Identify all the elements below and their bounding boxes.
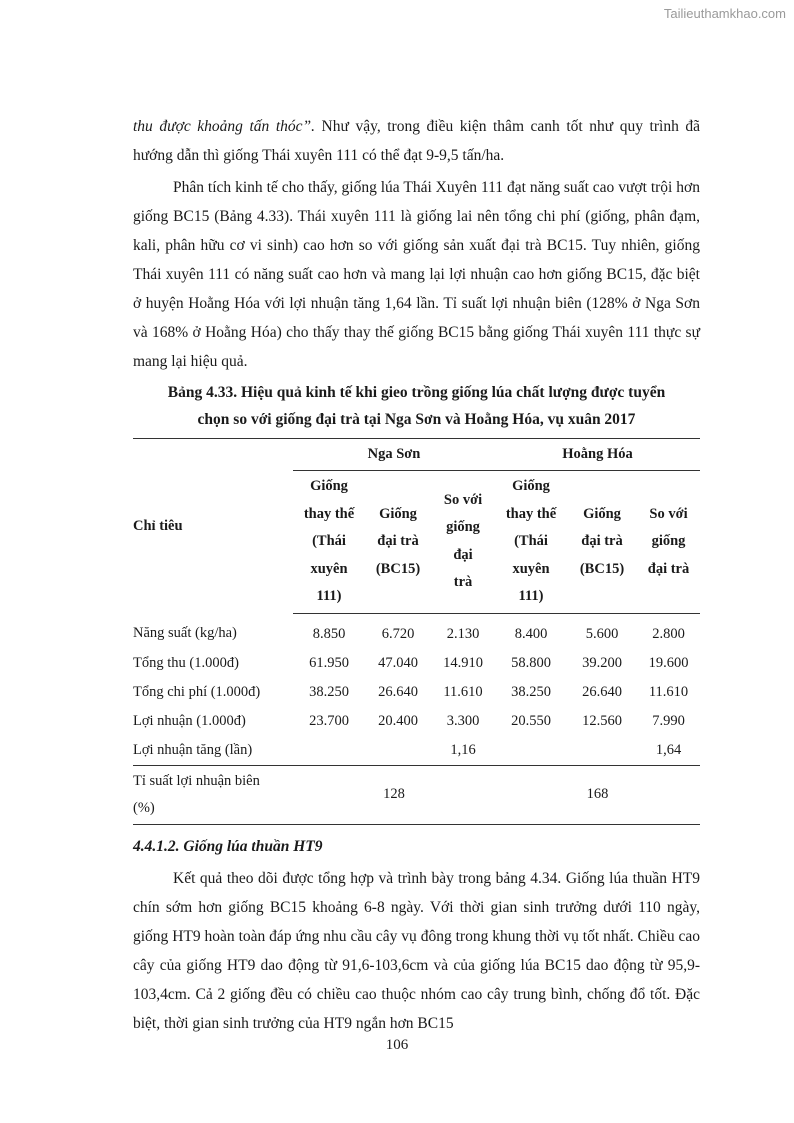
table-cell: 38.250 bbox=[511, 683, 551, 700]
table-row bbox=[133, 649, 700, 678]
table-cell: 11.610 bbox=[443, 683, 483, 700]
paragraph-2: Phân tích kinh tế cho thấy, giống lúa Thái Xuyên 111 đạt năng suất cao vượt trội hơn giống BC15 (Bảng 4.33). Thái xuyên 111 là giống lai nên tổng chi phí (giống, phân đạm, kali, phân hữu cơ vi sinh) cao hơn so với giống sản xuất đại trà BC15. Tuy nhiên, giống Thái xuyên 111 có năng suất cao hơn và mang lại lợi nhuận cao hơn giống BC15, đặc biệt ở huyện Hoằng Hóa với lợi nhuận tăng 1,64 lần. Tỉ suất lợi nhuận biên (128% ở Nga Sơn và 168% ở Hoằng Hóa) cho thấy thay thế giống BC15 bằng giống Thái xuyên 111 thực sự mang lại hiệu quả. bbox=[133, 179, 700, 370]
row-label: Lợi nhuận tăng (lần) bbox=[133, 741, 253, 758]
table-cell: 5.600 bbox=[585, 625, 619, 642]
table-cell: 23.700 bbox=[309, 712, 349, 729]
header-hoang-hoa: Hoằng Hóa bbox=[495, 439, 700, 471]
paragraph-3: Kết quả theo dõi được tổng hợp và trình bày trong bảng 4.34. Giống lúa thuần HT9 chín sớm hơn giống BC15 khoảng 6-8 ngày. Với thời gian sinh trưởng dưới 110 ngày, giống HT9 hoàn toàn đáp ứng nhu cầu cây vụ đông trong khung thời vụ tốt nhất. Chiều cao cây của giống HT9 dao động từ 91,6-103,6cm và của giống lúa BC15 dao động từ 95,9-103,4cm. Cả 2 giống đều có chiều cao thuộc nhóm cao cây trung bình, chống đổ tốt. Đặc biệt, thời gian sinh trưởng của HT9 ngắn hơn BC15 bbox=[133, 869, 700, 1032]
paragraph-1-text: Như vậy, trong điều kiện thâm canh tốt như quy trình đã hướng dẫn thì giống Thái xuyên 111 có thể đạt 9-9,5 tấn/ha. bbox=[133, 118, 700, 164]
table-cell: 7.990 bbox=[652, 712, 685, 729]
header-dai-tra-2: Giống đại trà (BC15) bbox=[567, 471, 637, 614]
margin-rate-nga-son: 128 bbox=[293, 765, 495, 824]
table-cell: 3.300 bbox=[446, 712, 480, 729]
row-label: Năng suất (kg/ha) bbox=[133, 625, 237, 642]
table-caption-line-1: Bảng 4.33. Hiệu quả kinh tế khi gieo trồng giống lúa chất lượng được tuyển bbox=[167, 384, 666, 401]
table-cell bbox=[567, 736, 637, 766]
paragraph-1 bbox=[133, 112, 700, 170]
row-label: Lợi nhuận (1.000đ) bbox=[133, 712, 246, 729]
header-so-voi-2: So với giống đại trà bbox=[637, 471, 700, 614]
table-cell: 2.800 bbox=[652, 625, 685, 642]
italic-quote: thu được khoảng tấn thóc”. bbox=[133, 118, 315, 135]
row-label: Tổng thu (1.000đ) bbox=[133, 654, 239, 671]
table-cell: 39.200 bbox=[582, 654, 622, 671]
table-cell: 11.610 bbox=[648, 683, 689, 700]
table-cell bbox=[495, 736, 567, 766]
table-row bbox=[133, 736, 700, 766]
watermark: Tailieuthamkhao.com bbox=[663, 6, 786, 21]
table-cell: 47.040 bbox=[378, 654, 418, 671]
table-row bbox=[133, 678, 700, 707]
table-caption bbox=[133, 379, 700, 433]
table-cell: 8.850 bbox=[312, 625, 346, 642]
margin-rate-hoang-hoa: 168 bbox=[495, 765, 700, 824]
table-cell: 20.550 bbox=[511, 712, 551, 729]
table-cell: 26.640 bbox=[582, 683, 622, 700]
table-body bbox=[133, 613, 700, 765]
page-content bbox=[133, 112, 700, 1038]
header-thay-the-1: Giống thay thế (Thái xuyên 111) bbox=[293, 471, 365, 614]
row-label: Tổng chi phí (1.000đ) bbox=[133, 683, 261, 700]
table-cell: 20.400 bbox=[378, 712, 418, 729]
table-row bbox=[133, 707, 700, 736]
table-cell: 19.600 bbox=[648, 654, 689, 671]
table-cell bbox=[293, 736, 365, 766]
header-so-voi-1: So với giống đại trà bbox=[431, 471, 495, 614]
table-cell: 61.950 bbox=[309, 654, 349, 671]
header-dai-tra-1: Giống đại trà (BC15) bbox=[365, 471, 431, 614]
margin-rate-label: Tỉ suất lợi nhuận biên (%) bbox=[133, 765, 293, 824]
table-caption-line-2: chọn so với giống đại trà tại Nga Sơn và Hoằng Hóa, vụ xuân 2017 bbox=[197, 411, 636, 428]
table-cell: 38.250 bbox=[309, 683, 349, 700]
section-title: 4.4.1.2. Giống lúa thuần HT9 bbox=[133, 837, 323, 855]
table-cell: 12.560 bbox=[582, 712, 622, 729]
table-row bbox=[133, 613, 700, 649]
header-nga-son: Nga Sơn bbox=[293, 439, 495, 471]
page-number: 106 bbox=[385, 1037, 409, 1053]
table-cell bbox=[365, 736, 431, 766]
table-cell: 14.910 bbox=[443, 654, 483, 671]
table-cell: 58.800 bbox=[511, 654, 551, 671]
table-row-margin-rate bbox=[133, 765, 700, 824]
economic-efficiency-table bbox=[133, 438, 700, 825]
header-chi-tieu: Chỉ tiêu bbox=[133, 439, 293, 614]
header-thay-the-2: Giống thay thế (Thái xuyên 111) bbox=[495, 471, 567, 614]
table-cell: 6.720 bbox=[381, 625, 415, 642]
table-cell: 26.640 bbox=[378, 683, 418, 700]
table-cell: 8.400 bbox=[514, 625, 548, 642]
table-cell: 2.130 bbox=[446, 625, 480, 642]
table-cell: 1,64 bbox=[655, 741, 682, 758]
table-cell: 1,16 bbox=[450, 741, 476, 758]
